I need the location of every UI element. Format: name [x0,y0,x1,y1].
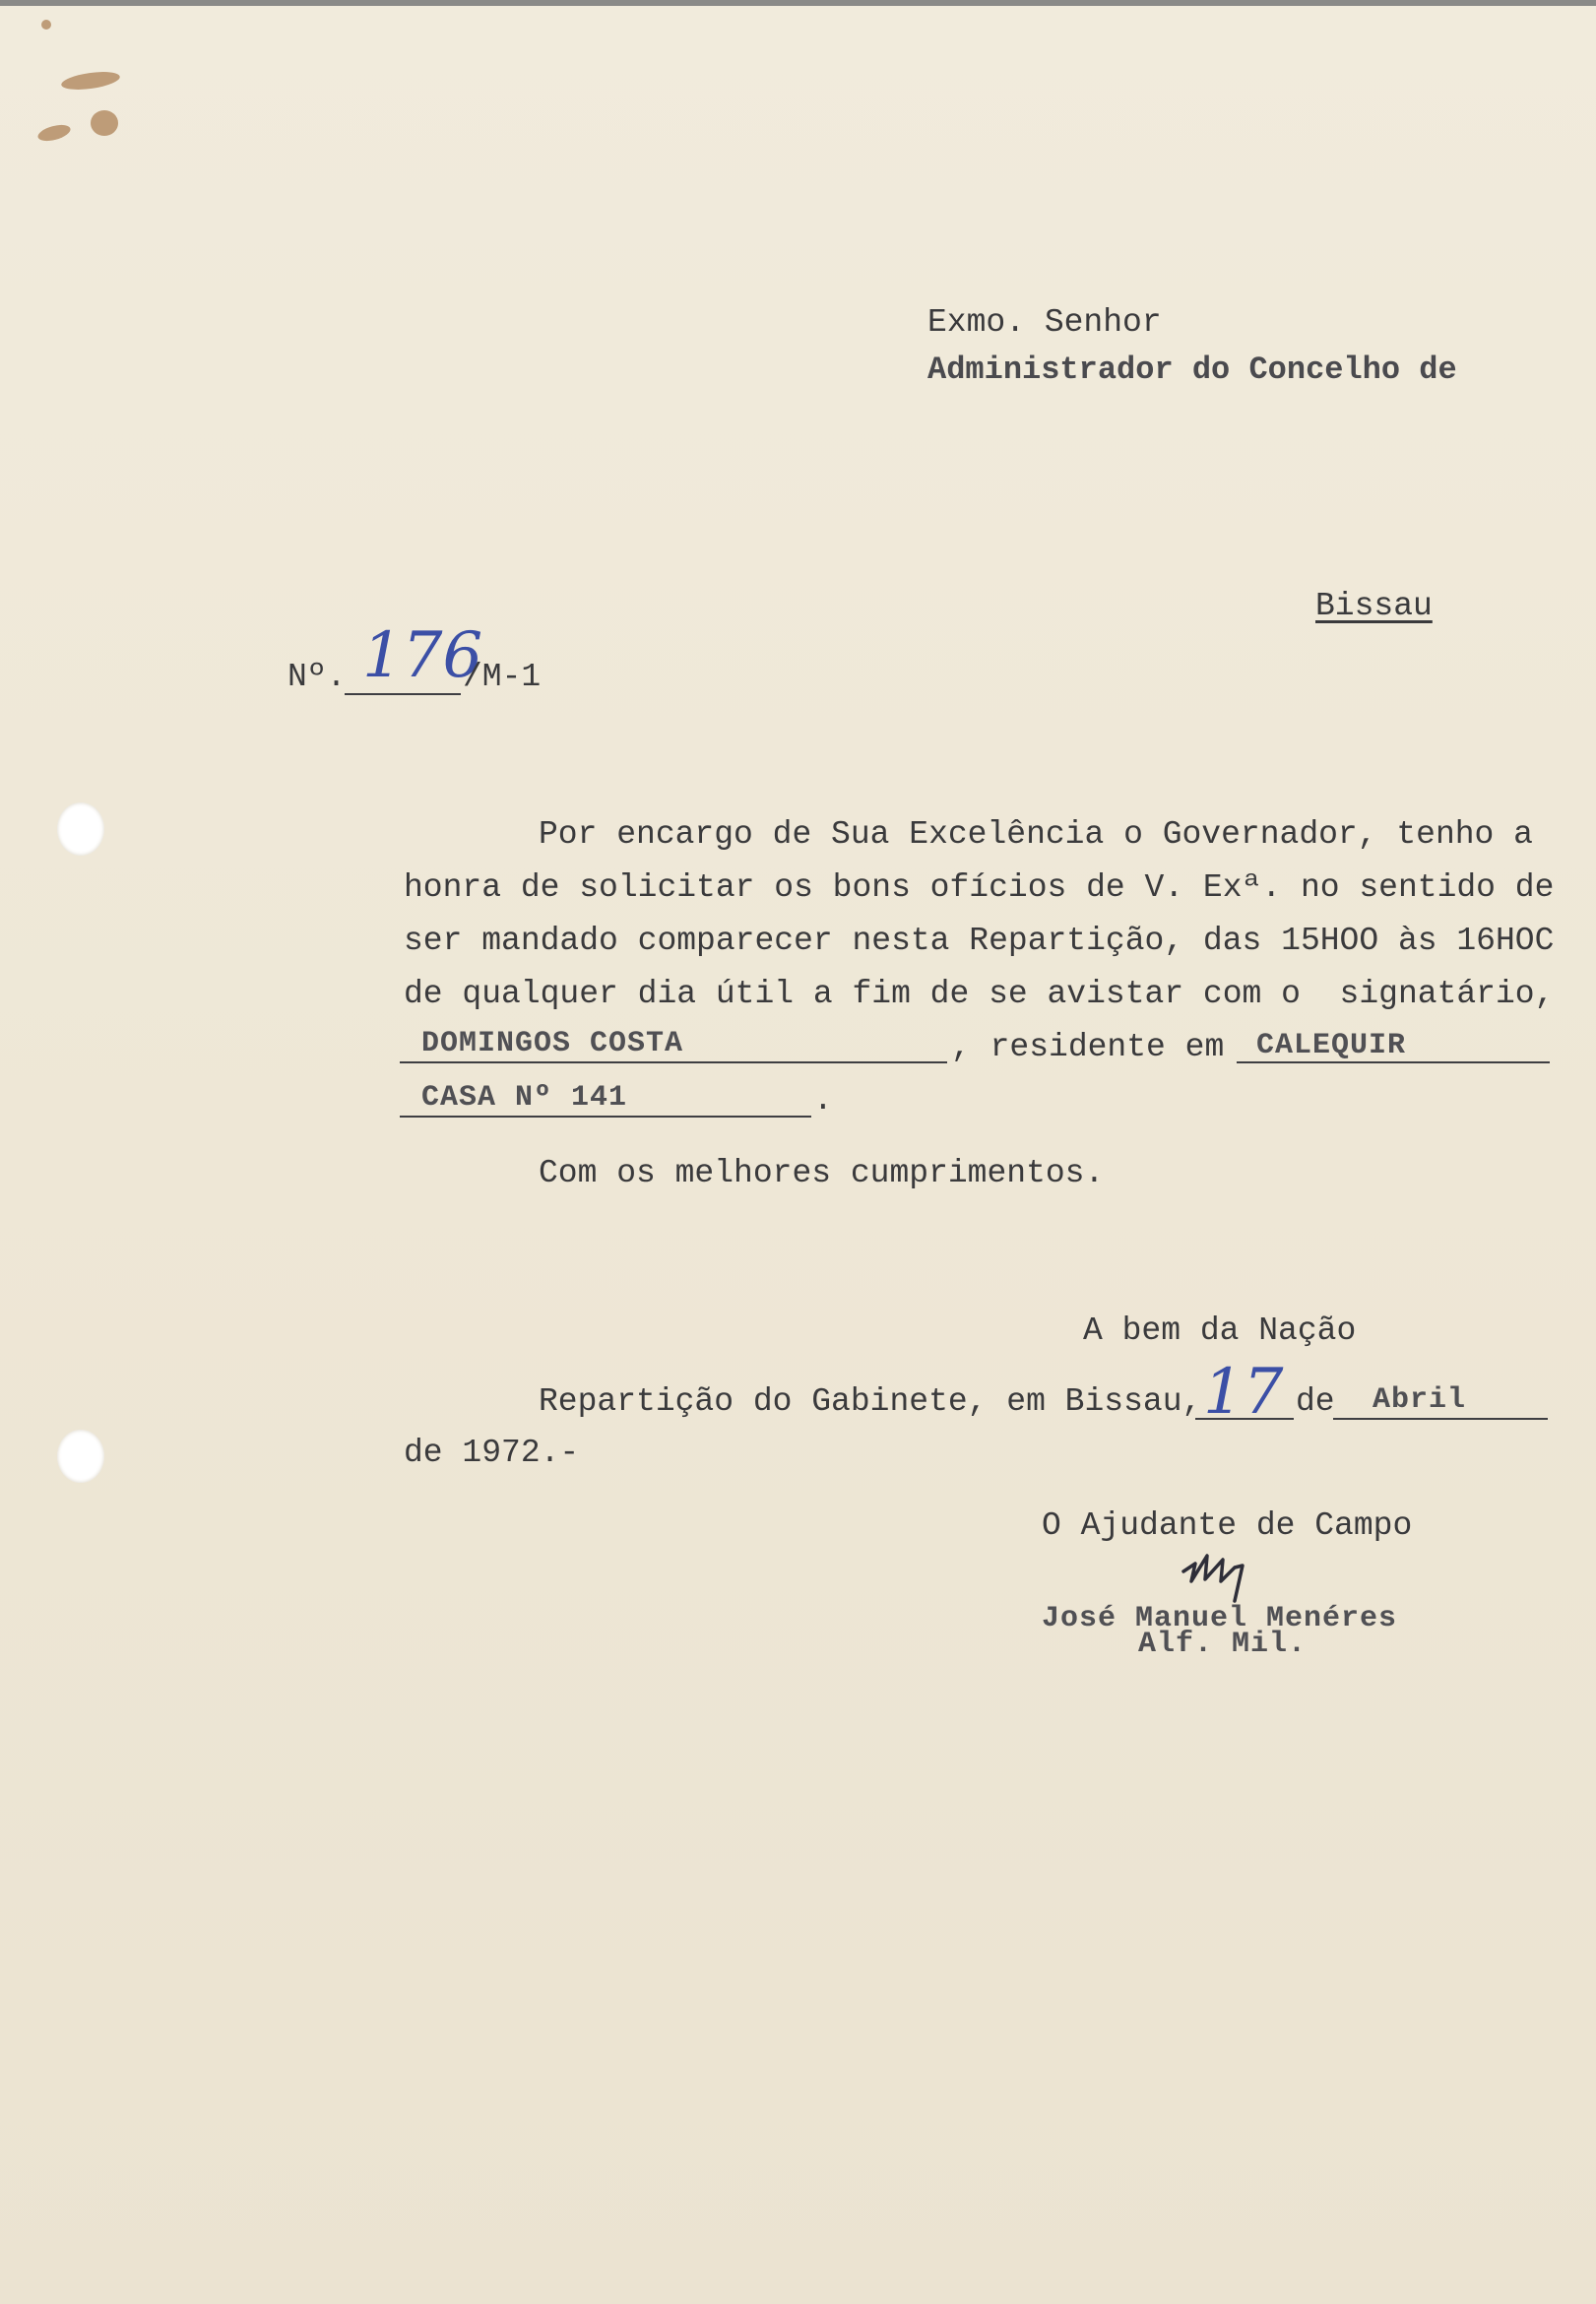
reference-prefix: Nº. [287,659,347,695]
rust-stain [36,122,72,144]
location: CALEQUIR [1256,1029,1407,1062]
person-name-line [400,1061,947,1063]
signer-name: José Manuel Menéres [1042,1602,1398,1635]
rust-stain [60,69,121,93]
residente-text: , residente em [951,1029,1225,1065]
recipient-title: Administrador do Concelho de [927,352,1457,388]
punch-hole [57,802,104,856]
punch-hole [57,1430,104,1483]
day-line [1195,1418,1294,1420]
body-line-2: honra de solicitar os bons ofícios de V. Exª. no sentido de [404,869,1555,906]
signer-rank: Alf. Mil. [1138,1628,1308,1661]
salutation: Exmo. Senhor [927,304,1162,341]
closing: Com os melhores cumprimentos. [539,1155,1105,1191]
location-line [1237,1061,1550,1063]
rust-stain [41,20,51,30]
recipient-city: Bissau [1315,588,1433,624]
reference-number-line [345,693,461,695]
de-text: de [1296,1383,1335,1420]
top-edge [0,0,1596,6]
month-line [1333,1418,1548,1420]
date-prefix: Repartição do Gabinete, em Bissau, [539,1383,1202,1420]
reference-number-handwritten: 176 [362,619,483,692]
address-period: . [813,1082,833,1119]
month: Abril [1373,1383,1467,1417]
motto: A bem da Nação [1083,1312,1357,1349]
address: CASA Nº 141 [421,1081,628,1115]
year-line: de 1972.- [404,1435,580,1471]
reference-suffix: /M-1 [463,659,542,695]
address-line [400,1116,811,1118]
body-line-3: ser mandado comparecer nesta Repartição, das 15HOO às 16HOC [404,923,1555,959]
body-line-4: de qualquer dia útil a fim de se avistar com o signatário, [404,976,1555,1012]
rust-stain [91,110,118,136]
signer-role: O Ajudante de Campo [1042,1507,1413,1544]
day-handwritten: 17 [1203,1356,1284,1429]
body-line-1: Por encargo de Sua Excelência o Governador, tenho a [539,816,1533,853]
person-name: DOMINGOS COSTA [421,1027,684,1060]
